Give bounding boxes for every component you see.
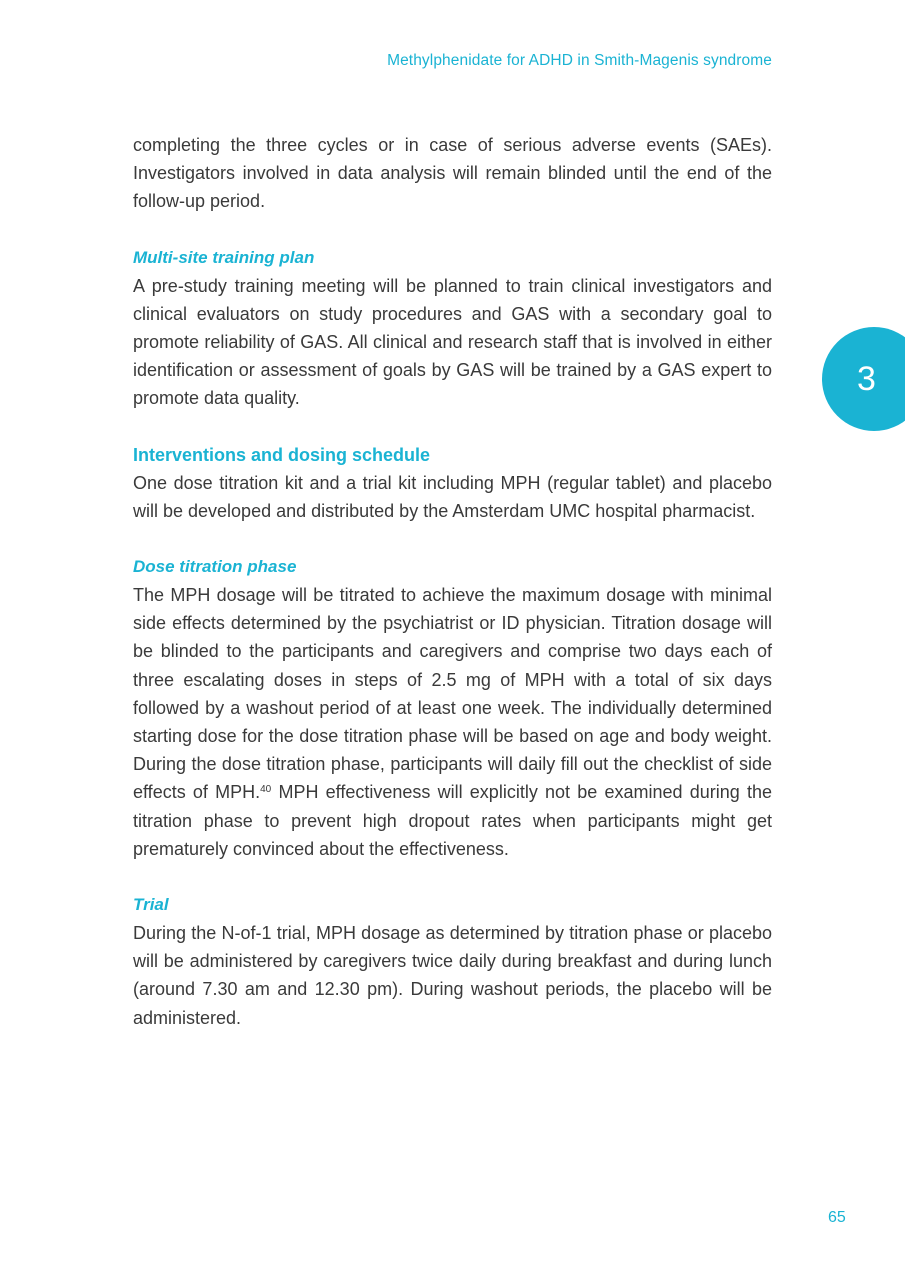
trial-heading: Trial — [133, 895, 169, 915]
training-heading: Multi-site training plan — [133, 247, 315, 267]
page-content — [133, 131, 772, 1032]
chapter-tab: 3 — [822, 327, 905, 431]
trial-paragraph: During the N-of-1 trial, MPH dosage as determined by titration phase or placebo will be administered by caregivers twice daily during breakfast and during lunch (around 7.30 am and 12.30 pm). During washout periods, the placebo will be administered. — [133, 923, 772, 1028]
intro-paragraph: completing the three cycles or in case of serious adverse events (SAEs). Investigators involved in data analysis will remain blinded until the end of the follow-up period. — [133, 135, 772, 212]
reference-40: 40 — [260, 784, 272, 796]
running-header: Methylphenidate for ADHD in Smith-Magenis syndrome — [387, 52, 772, 69]
interventions-heading: Interventions and dosing schedule — [133, 444, 431, 465]
page-number: 65 — [828, 1209, 846, 1226]
titration-paragraph — [133, 581, 772, 863]
training-paragraph: A pre-study training meeting will be planned to train clinical investigators and clinical evaluators on study procedures and GAS with a secondary goal to promote reliability of GAS. All clinical and research staff that is involved in either identification or assessment of goals by GAS will be trained by a GAS expert to promote data quality. — [133, 275, 772, 409]
titration-text-part2: MPH effectiveness will explicitly not be examined during the titration phase to prevent high dropout rates when participants might get prematurely convinced about the effectiveness. — [133, 782, 772, 859]
titration-text-part1: The MPH dosage will be titrated to achieve the maximum dosage with minimal side effects determined by the psychiatrist or ID physician. Titration dosage will be blinded to the participants and caregivers and comprise two days each of three escalating doses in steps of 2.5 mg of MPH with a total of six days followed by a washout period of at least one week. The individually determined starting dose for the dose titration phase will be based on age and body weight. During the dose titration phase, participants will daily fill out the checklist of side effects of MPH. — [133, 585, 772, 803]
titration-heading: Dose titration phase — [133, 557, 297, 577]
interventions-paragraph: One dose titration kit and a trial kit including MPH (regular tablet) and placebo will be developed and distributed by the Amsterdam UMC hospital pharmacist. — [133, 472, 772, 521]
